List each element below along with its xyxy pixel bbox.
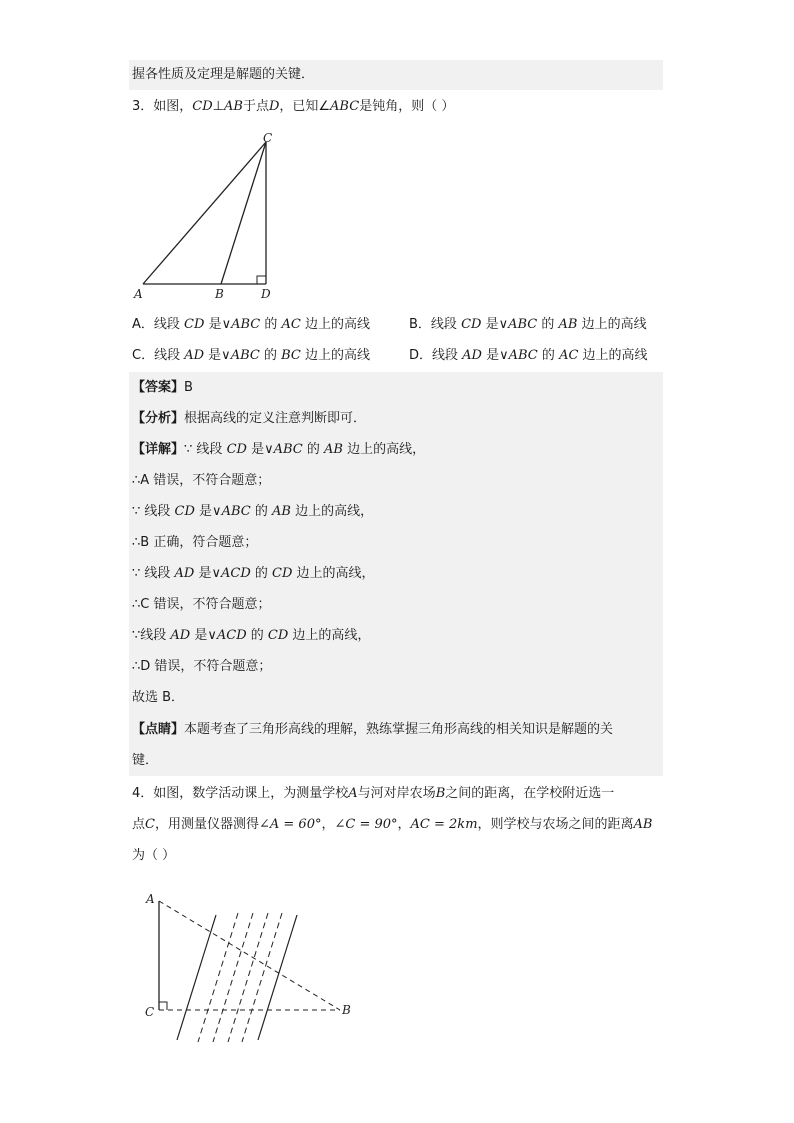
q3-option-d[interactable]: D．线段 AD 是∨ABC 的 AC 边上的高线: [409, 348, 648, 363]
q3-label-b: B: [215, 287, 224, 301]
q4-stem-line2: 点C，用测量仪器测得∠A = 60°，∠C = 90°，AC = 2km，则学校与农场之间的距离AB: [132, 817, 653, 832]
detail-line-7: ∴D 错误，不符合题意；: [132, 659, 272, 674]
detail-line-2: ∵ 线段 CD 是∨ABC 的 AB 边上的高线，: [132, 504, 374, 519]
q4-label-a: A: [146, 892, 155, 906]
q3-stem: 3．如图，CD⊥AB于点D，已知∠ABC是钝角，则（ ）: [132, 99, 455, 114]
detail-line-3: ∴B 正确，符合题意；: [132, 535, 258, 550]
q3-label-d: D: [261, 287, 271, 301]
top-line: 握各性质及定理是解题的关键．: [132, 67, 315, 82]
comment-line-1: 【点睛】本题考查了三角形高线的理解，熟练掌握三角形高线的相关知识是解题的关: [132, 722, 614, 737]
q4-stem-line3: 为（ ）: [132, 848, 176, 863]
answer-line: 【答案】B: [132, 380, 193, 395]
q4-label-c: C: [145, 1005, 155, 1019]
detail-line-4: ∵ 线段 AD 是∨ACD 的 CD 边上的高线，: [132, 566, 375, 581]
comment-line-2: 键．: [132, 753, 159, 768]
detail-line-5: ∴C 错误，不符合题意；: [132, 597, 271, 612]
q3-triangle-figure: [128, 128, 288, 306]
q3-label-a: A: [134, 287, 143, 301]
q3-option-a[interactable]: A．线段 CD 是∨ABC 的 AC 边上的高线: [132, 317, 371, 332]
q4-label-b: B: [342, 1003, 351, 1017]
detail-line-0: 【详解】∵ 线段 CD 是∨ABC 的 AB 边上的高线，: [132, 442, 426, 457]
detail-line-8: 故选 B．: [132, 690, 185, 705]
analysis-line: 【分析】根据高线的定义注意判断即可．: [132, 411, 367, 426]
q3-label-c: C: [263, 131, 273, 145]
detail-line-6: ∵线段 AD 是∨ACD 的 CD 边上的高线，: [132, 628, 371, 643]
q4-stem-line1: 4．如图，数学活动课上，为测量学校A与河对岸农场B之间的距离，在学校附近选一: [132, 786, 615, 801]
detail-line-1: ∴A 错误，不符合题意；: [132, 473, 271, 488]
q4-river-figure: [140, 885, 360, 1045]
q3-option-b[interactable]: B．线段 CD 是∨ABC 的 AB 边上的高线: [409, 317, 647, 332]
q3-option-c[interactable]: C．线段 AD 是∨ABC 的 BC 边上的高线: [132, 348, 371, 363]
